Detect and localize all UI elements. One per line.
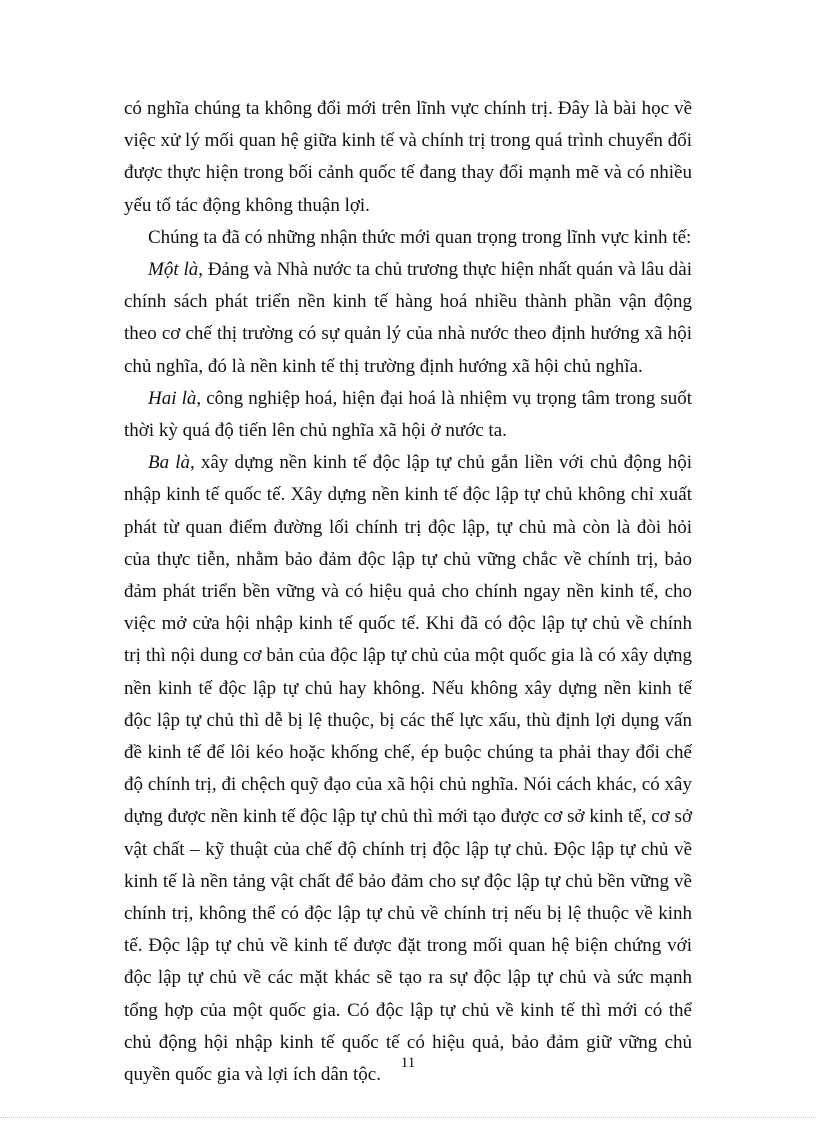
paragraph-lead: Ba là xyxy=(148,452,191,474)
body-text xyxy=(124,93,692,1091)
page-bottom-rule xyxy=(0,1117,816,1118)
paragraph-text: , Đảng và Nhà nước ta chủ trương thực hiện nhất quán và lâu dài chính sách phát triển nền kinh tế hàng hoá nhiều thành phần vận động theo cơ chế thị trường có sự quản lý của nhà nước theo định hướng xã hội chủ nghĩa, đó là nền kinh tế thị trường định hướng xã hội chủ nghĩa. xyxy=(124,259,693,377)
page-number: 11 xyxy=(400,1055,416,1071)
paragraph-point-one xyxy=(124,254,692,383)
paragraph-text: Chúng ta đã có những nhận thức mới quan trọng trong lĩnh vực kinh tế: xyxy=(148,226,692,248)
paragraph-text: , công nghiệp hoá, hiện đại hoá là nhiệm vụ trọng tâm trong suốt thời kỳ quá độ tiến lên chủ nghĩa xã hội ở nước ta. xyxy=(124,387,693,442)
paragraph-text: có nghĩa chúng ta không đổi mới trên lĩnh vực chính trị. Đây là bài học về việc xử lý mối quan hệ giữa kinh tế và chính trị trong quá trình chuyển đổi được thực hiện trong bối cảnh quốc tế đang thay đổi mạnh mẽ và có nhiều yếu tố tác động không thuận lợi. xyxy=(124,98,692,216)
paragraph-lead: Hai là xyxy=(148,387,197,409)
paragraph-point-three xyxy=(124,447,692,1091)
paragraph-text: , xây dựng nền kinh tế độc lập tự chủ gắn liền với chủ động hội nhập kinh tế quốc tế. Xây dựng nền kinh tế độc lập tự chủ không chỉ xuất phát từ quan điểm đường lối chính trị độc lập, tự chủ mà còn là đòi hỏi của thực tiễn, nhằm bảo đảm độc lập tự chủ vững chắc về chính trị, bảo đảm phát triển bền vững và có hiệu quả cho chính ngay nền kinh tế, cho việc mở cửa hội nhập kinh tế quốc tế. Khi đã có độc lập tự chủ về chính trị thì nội dung cơ bản của độc lập tự chủ của một quốc gia là có xây dựng nền kinh tế độc lập tự chủ hay không. Nếu không xây dựng nền kinh tế độc lập tự chủ thì dễ bị lệ thuộc, bị các thế lực xấu, thù định lợi dụng vấn đề kinh tế để lôi kéo hoặc khống chế, ép buộc chúng ta phải thay đổi chế độ chính trị, đi chệch quỹ đạo của xã hội chủ nghĩa. Nói cách khác, có xây dựng được nền kinh tế độc lập tự chủ thì mới tạo được cơ sở kinh tế, cơ sở vật chất – kỹ thuật của chế độ chính trị độc lập tự chủ. Độc lập tự chủ về kinh tế là nền tảng vật chất để bảo đảm cho sự độc lập tự chủ bền vững về chính trị, không thể có độc lập tự chủ về chính trị nếu bị lệ thuộc về kinh tế. Độc lập tự chủ về kinh tế được đặt trong mối quan hệ biện chứng với độc lập tự chủ về các mặt khác sẽ tạo ra sự độc lập tự chủ và sức mạnh tổng hợp của một quốc gia. Có độc lập tự chủ về kinh tế thì mới có thể chủ động hội nhập kinh tế quốc tế có hiệu quả, bảo đảm giữ vững chủ quyền quốc gia và lợi ích dân tộc. xyxy=(124,452,692,1086)
paragraph-point-two xyxy=(124,383,692,447)
paragraph-intro xyxy=(124,222,692,254)
paragraph-lead: Một là xyxy=(148,259,199,281)
paragraph-continuation xyxy=(124,93,692,222)
